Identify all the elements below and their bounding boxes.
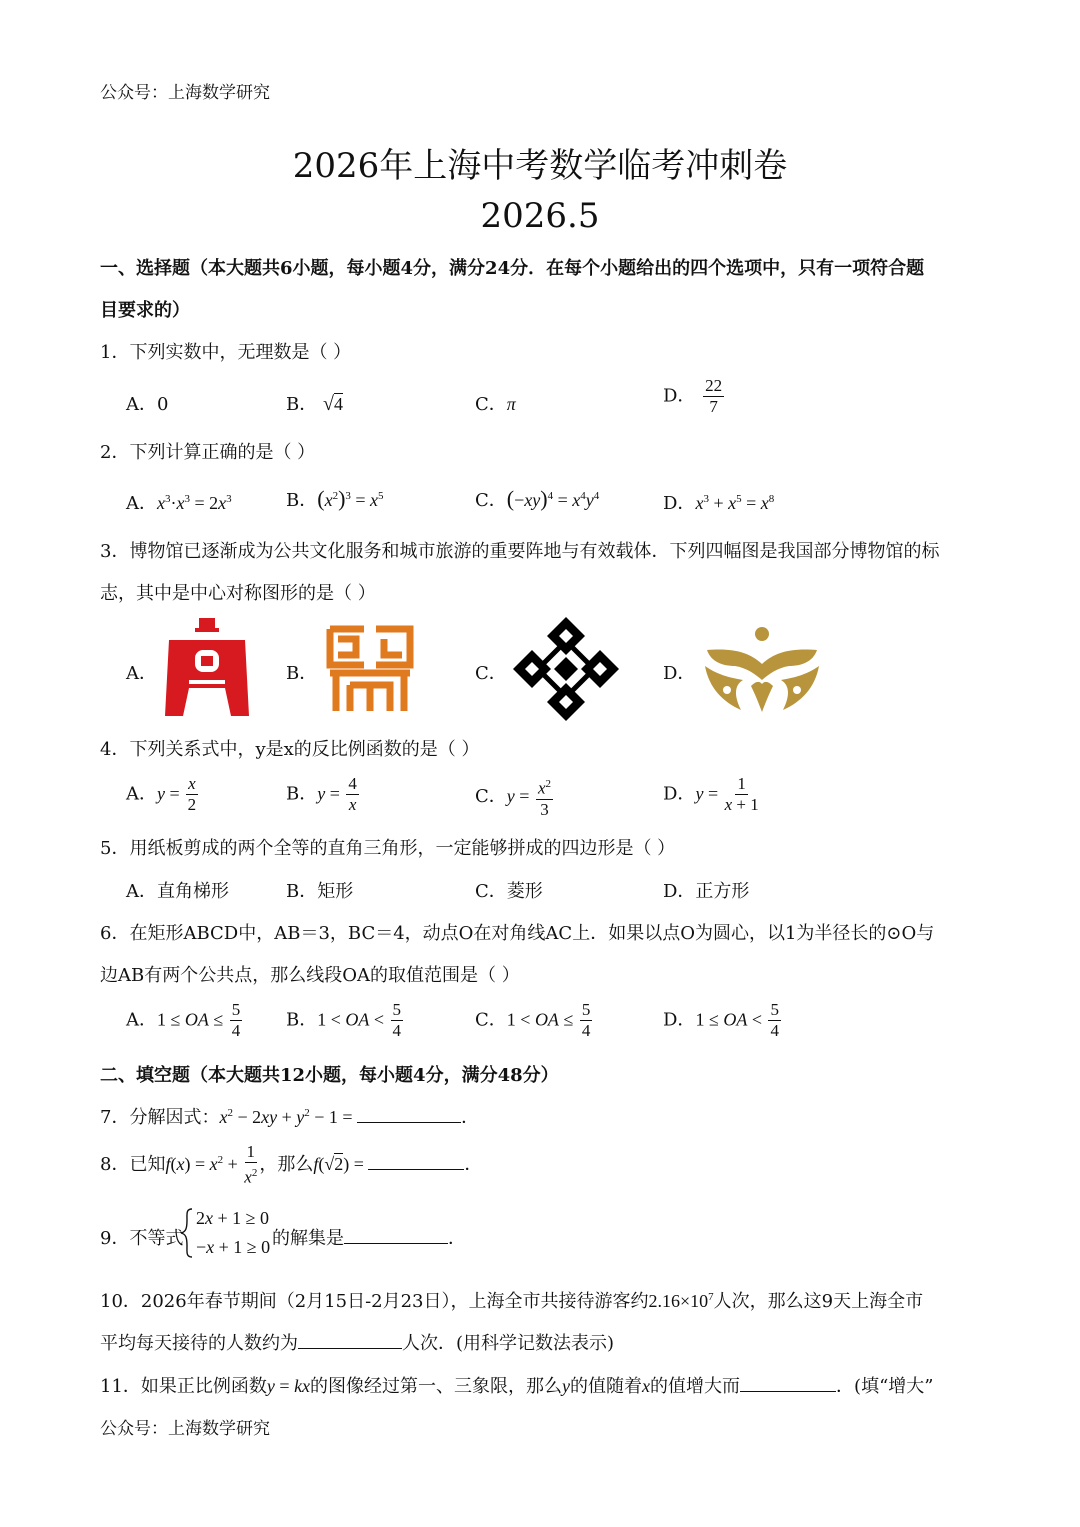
q4-stem: 4．下列关系式中，y是x的反比例函数的是（ ） [100,739,480,760]
q5-option-a: A．直角梯形 [126,881,229,902]
q1-option-c-value: π [506,394,516,414]
q3-stem-cont: 志，其中是中心对称图形的是（ ） [100,583,376,604]
section1-heading: 一、选择题（本大题共6小题，每小题4分，满分24分．在每个小题给出的四个选项中，只有一项符合题 [100,258,925,279]
q1-option-c [475,390,516,416]
q1-option-d-fraction [703,376,724,417]
q9-tail [272,1224,466,1250]
q10-text-3: 平均每天接待的人数约为 [100,1333,298,1354]
q1-option-d-label: D． [663,385,696,407]
q9-answer-blank[interactable] [344,1225,448,1244]
q4-option-d-label: D． [663,783,696,805]
q2-option-a: A．$x^3\cdot x^3 = 2x^3$ [126,493,232,514]
page-footer: 公众号：上海数学研究 [100,1419,270,1439]
q8-answer-blank[interactable] [368,1151,464,1170]
q6-option-b: B．1 < OA < $\frac{5}{4}$ [286,1000,402,1040]
q3-stem: 3．博物馆已逐渐成为公共文化服务和城市旅游的重要阵地与有效载体．下列四幅图是我国部分博物馆的标 [100,541,940,562]
q11-text-2: 的图像经过第一、三象限，那么 [310,1376,563,1397]
page-subtitle-date: 2026.5 [480,196,600,236]
q10: 10．2026年春节期间（2月15日-2月23日），上海全市共接待游客约$2.16\times 10^7$人次，那么这9天上海全市 [100,1291,924,1312]
q9-inequality-2: −x + 1 ≥ 0 [196,1237,271,1257]
museum-logo-d-icon [703,622,821,712]
q7-answer-blank[interactable] [357,1104,461,1123]
q3-option-d-label: D． [663,663,696,684]
museum-logo-a-icon [165,618,249,716]
q4-option-a-label: A． [126,783,157,805]
q2-option-b-label: B． [286,490,318,511]
q11-text-3: 的值随着 [570,1376,643,1397]
q9-solution-label: 的解集是 [272,1228,344,1249]
q4-option-c-label: C． [475,785,507,807]
q6-option-a: A．1 ≤ OA ≤ $\frac{5}{4}$ [126,1000,241,1040]
q10-text-4: 人次．(用科学记数法表示) [402,1333,615,1354]
q7: 7．分解因式：$x^2 - 2xy + y^2 - 1$ = ． [100,1103,479,1129]
q1-option-b-label: B． [286,394,318,415]
q10-text-2: 人次，那么这9天上海全市 [713,1291,924,1312]
q1-option-c-label: C． [475,394,507,415]
q6-option-b-label: B． [286,1009,318,1031]
q8: 8．已知$f(x) = x^2$ + $\frac{1}{x^2}$ ，那么f(√2) = ． [100,1142,483,1187]
q6-option-c-label: C． [475,1009,507,1031]
q2-option-c-label: C． [475,490,507,511]
q2-stem: 2．下列计算正确的是（ ） [100,442,316,463]
fraction-denominator: 7 [709,397,718,416]
q5-option-b: B．矩形 [286,881,354,902]
q1-option-a: A．0 [126,394,169,415]
brace-icon [180,1208,194,1258]
sqrt-symbol: √ [322,393,334,415]
q2-option-d: D．$x^3 + x^5 = x^8$ [663,493,775,514]
q9-end: ． [448,1228,466,1249]
q11-text-5: ．(填“增大” [836,1376,934,1397]
q4-option-a: A．y = $\frac{x}{2}$ [126,774,197,814]
section2-heading: 二、填空题（本大题共12小题，每小题4分，满分48分） [100,1065,559,1086]
q10-cont [100,1329,614,1355]
q5-option-d: D．正方形 [663,881,750,902]
q5-stem: 5．用纸板剪成的两个全等的直角三角形，一定能够拼成的四边形是（ ） [100,838,676,859]
q3-option-b-label: B． [286,663,318,684]
q4-option-b-label: B． [286,783,318,805]
q1-option-b [286,390,343,416]
museum-logo-c-icon [513,617,619,721]
q6-stem-cont: 边AB有两个公共点，那么线段OA的取值范围是（ ） [100,965,520,986]
page-title: 2026年上海中考数学临考冲刺卷 [292,146,788,186]
q9-label: 9．不等式 [100,1228,184,1249]
fraction-numerator: 22 [705,376,723,395]
q8-label: 8．已知 [100,1153,166,1175]
q7-end: ． [461,1107,480,1128]
museum-logo-b-icon [326,625,414,715]
q11: 11．如果正比例函数y = kx的图像经过第一、三象限，那么y的值随着x的值增大而 ．(填“增大” [100,1372,933,1398]
q3-option-c-label: C． [475,663,507,684]
q5-option-c: C．菱形 [475,881,543,902]
q4-option-c: C．y = $\frac{x^2}{3}$ [475,774,555,820]
q1-stem: 1．下列实数中，无理数是（ ） [100,342,352,363]
q8-then: ，那么 [259,1153,314,1175]
q6-option-d: D．1 ≤ OA < $\frac{5}{4}$ [663,1000,779,1040]
q1-option-d [663,376,726,417]
q11-text-1: 11．如果正比例函数 [100,1376,267,1397]
q11-answer-blank[interactable] [740,1373,836,1392]
q2-option-d-label: D． [663,493,696,514]
page-header: 公众号：上海数学研究 [100,83,270,103]
q2-option-b: B．$(x^2)^3 = x^5$ [286,486,384,511]
q2-option-c: C．$(-xy)^4 = x^4y^4$ [475,486,600,511]
q3-option-a-label: A． [126,663,157,684]
q4-option-d: D．y = $\frac{1}{x + 1}$ [663,774,759,814]
q6-option-c: C．1 < OA ≤ $\frac{5}{4}$ [475,1000,591,1040]
q10-text-1: 10．2026年春节期间（2月15日-2月23日），上海全市共接待游客约 [100,1291,649,1312]
q9-inequality-1: 2x + 1 ≥ 0 [196,1208,270,1228]
q10-answer-blank[interactable] [298,1330,402,1349]
q4-option-b: B．y = $\frac{4}{x}$ [286,774,357,814]
q8-end: ． [464,1153,483,1175]
q1-option-b-radicand: 4 [333,394,343,414]
section1-heading-cont: 目要求的） [100,300,190,321]
q6-option-d-label: D． [663,1009,696,1031]
q6-stem: 6．在矩形ABCD中，AB＝3，BC＝4，动点O在对角线AC上．如果以点O为圆心，以1为半径长的⊙O与 [100,923,935,944]
q2-option-a-label: A． [126,493,157,514]
q6-option-a-label: A． [126,1009,157,1031]
q11-text-4: 的值增大而 [650,1376,741,1397]
q7-label: 7．分解因式： [100,1107,220,1128]
